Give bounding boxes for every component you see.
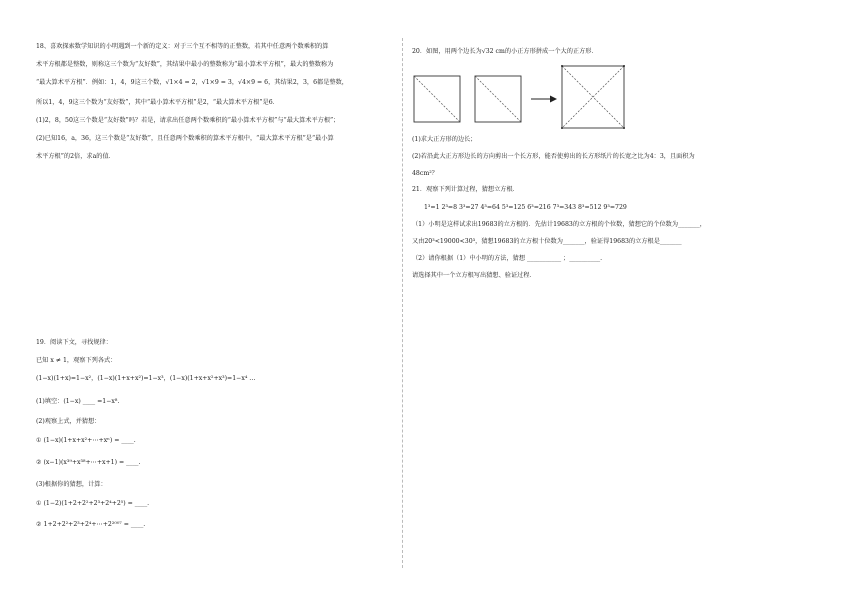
column-divider <box>402 38 403 568</box>
q20-line1-start: 20．如图，用两个边长为 <box>412 48 482 55</box>
q18-part2-cont: 术平方根”的2倍，求a的值． <box>36 153 115 160</box>
root-expr-3: √4×9 = 6 <box>238 79 269 86</box>
q21-part1-cont: 又由20³<19000<30³，猜想19683的立方根十位数为_______，验证得19683的立方根是_______ <box>412 238 682 245</box>
q20-part2-cont: 48cm²？ <box>412 170 438 177</box>
arrow-icon <box>531 96 557 103</box>
q19-part3a: ① (1−2)(1+2+2²+2³+2⁴+2⁵) = ____. <box>36 500 150 507</box>
q20-part2: (2)若沿此大正方形边长的方向剪出一个长方形，能否使剪出的长方形纸片的长宽之比为4：3，且面积为 <box>412 153 695 160</box>
q18-line1: 18、喜欢探索数学知识的小明遇到一个新的定义：对于三个互不相等的正整数，若其中任意两个数乘积的算 <box>36 43 329 50</box>
q18-part1: (1)2，8，50这三个数是“友好数”吗？若是，请求出任意两个数乘积的“最小算术平方根”与“最大算术平方根”； <box>36 117 340 124</box>
q19-part2a: ① (1−x)(1+x+x²+⋯+xⁿ) = ____. <box>36 437 136 444</box>
q19-part3: (3)根据你的猜想，计算： <box>36 481 107 488</box>
q18-line3: “最大算术平方根”．例如：1，4，9这三个数，√1×4 = 2，√1×9 = 3，√4×9 = 6，其结果2，3，6都是整数， <box>36 79 348 86</box>
small-square-2 <box>475 76 521 122</box>
q18-line3-end: ，其结果2，3，6都是整数， <box>268 79 348 86</box>
q19-condition: 已知 x ≠ 1，观察下列各式： <box>36 357 117 364</box>
q21-part3: 请选择其中一个立方根写出猜想、验证过程． <box>412 272 536 279</box>
q21-title: 21．观察下列计算过程，猜想立方根． <box>412 186 519 193</box>
q18-line2: 术平方根都是整数，则称这三个数为“友好数”，其结果中最小的整数称为“最小算术平方根”，最大的整数称为 <box>36 61 334 68</box>
q19-title: 19．阅读下文，寻找规律： <box>36 339 112 346</box>
square-figure <box>412 64 632 138</box>
q20-part1: (1)求大正方形的边长； <box>412 136 477 143</box>
root-32: √32 cm <box>481 48 505 55</box>
q21-cubes: 1³=1 2³=8 3³=27 4³=64 5³=125 6³=216 7³=343 8³=512 9³=729 <box>424 204 627 211</box>
q18-line4: 所以1，4，9这三个数为“友好数”，其中“最小算术平方根”是2，“最大算术平方根”是6． <box>36 99 279 106</box>
q21-part2: （2）请你根据（1）中小明的方法，猜想 ___________ ；__________. <box>412 255 603 262</box>
root-expr-2: √1×9 = 3 <box>201 79 232 86</box>
q18-line3-start: “最大算术平方根”．例如：1，4，9这三个数， <box>36 79 166 86</box>
q20-line1-end: 的小正方形拼成一个大的正方形． <box>504 48 598 55</box>
q19-part1: (1)填空：(1−x) ____ =1−x⁸. <box>36 398 120 405</box>
large-square <box>561 65 625 129</box>
q18-part2: (2)已知16，a，36，这三个数是“友好数”，且任意两个数乘积的算术平方根中，“最大算术平方根”是“最小算 <box>36 135 334 142</box>
root-expr-1: √1×4 = 2 <box>165 79 196 86</box>
q20-line1 <box>412 47 598 56</box>
q19-part2b: ② (x−1)(x³⁹+x³⁸+⋯+x+1) = ____. <box>36 459 141 466</box>
q21-part1: （1）小明是这样试求出19683的立方根的．先估计19683的立方根的个位数，猜想它的个位数为_______， <box>412 221 706 228</box>
q19-formulas: (1−x)(1+x)=1−x²，(1−x)(1+x+x²)=1−x³，(1−x)(1+x+x²+x³)=1−x⁴ … <box>36 375 256 382</box>
small-square-1 <box>414 76 460 122</box>
q19-part2: (2)观察上式，并猜想： <box>36 418 101 425</box>
q19-part3b: ② 1+2+2²+2³+2⁴+⋯+2²⁰⁰⁷ = ____. <box>36 521 146 528</box>
